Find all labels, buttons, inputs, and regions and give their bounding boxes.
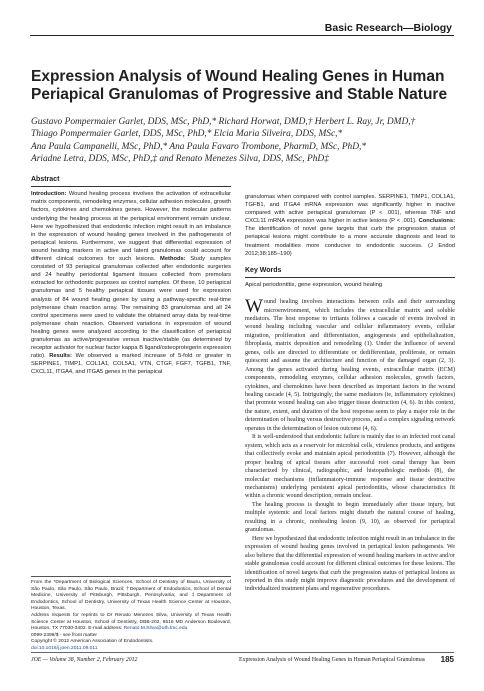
left-column xyxy=(31,176,231,376)
affiliation-text: From the *Department of Biological Sciences, School of Dentistry of Bauru, University of São Paulo, São Paulo, São Paulo, Brazil; †Department of Endodontics, School of Dental Medicine, University of Pittsburgh, Pittsburgh, Pennsylvania; and ‡Department of Endodontics, School of Dentistry, University of Texas Health Science Center at Houston, Houston, Texas. xyxy=(31,580,231,612)
reprint-address xyxy=(31,613,231,633)
page-footer xyxy=(31,652,454,664)
article-body xyxy=(245,298,455,594)
doi-link[interactable]: doi:10.1016/j.joen.2011.09.011 xyxy=(31,645,98,651)
body-paragraph-2: It is well-understood that endodontic failure is mainly due to an infected root canal system, which acts as a reservoir for microbial cells, virulence products, and antigens that collectively evoke and maintain apical periodontitis (7). However, although the proper healing of apical tissues after successful root canal therapy has been characterized by clinical, radiographic, and histopathologic methods (8), the molecular mechanisms (inflammatory-immune response and tissue destructive mechanisms) underlying persistent apical periodontitis, whose characteristics fit within a chronic wound description, remain unclear. xyxy=(245,434,455,500)
abstract-heading: Abstract xyxy=(31,176,231,187)
keywords-text: Apical periodontitis, gene expression, wound healing xyxy=(245,282,383,289)
page-number: 185 xyxy=(440,655,454,664)
methods-text: Study samples consisted of 93 periapical granulomas collected after endodontic surgeries and 24 healthy periodontal ligament tissues collected from premolars extracted for orthodontic purposes as control samples. Of these, 10 periapical granulomas and 5 healthy periapical tissues were used for expression analysis of 84 wound healing genes by using a pathway-specific real-time polymerase chain reaction array. The remaining 83 granulomas and all 24 control specimens were used to validate the obtained array data by real-time polymerase chain reaction. Observed variations in expression of wound healing genes were analyzed according to the classification of periapical granulomas as active/progressive versus inactive/stable (as determined by receptor activator for nuclear factor kappa B ligand/osteoprotegerin expression ratio). xyxy=(31,256,232,360)
author-line: Ana Paula Campanelli, MSc, PhD,* Ana Paula Favaro Trombone, PharmD, MSc, PhD,* xyxy=(31,141,367,152)
author-list xyxy=(31,116,461,166)
email-link[interactable]: Renato.M.Silva@uth.tmc.edu xyxy=(123,626,188,632)
reprint-address-text: Address requests for reprints to Dr Renato Menezes Silva, University of Texas Health Science Center at Houston, School of Dentistry, DBB-202, 6516 MD Anderson Boulevard, Houston, TX 77030-3402. E-mail address: xyxy=(31,612,231,632)
issn: 0099-2399/$ - see front matter xyxy=(31,632,98,638)
section-label: Basic Research—Biology xyxy=(324,22,452,34)
results-text: We observed a marked increase of 5-fold or greater in SERPINE1, TIMP1, COL1A1, COL5A1, VTN, CTGF, FGF7, TGFB1, TNF, CXCL11, ITGA4, and ITGA5 genes in the periapical xyxy=(31,353,231,376)
dropcap: W xyxy=(245,296,263,318)
copyright: Copyright © 2012 American Association of Endodontists. xyxy=(31,639,154,645)
intro-label: Introduction: xyxy=(31,191,67,198)
intro-text: Wound healing process involves the activation of extracellular matrix components, remodeling enzymes, cellular adhesion molecules, growth factors, cytokines and chemokines genes. However, the molecular patterns underlying the healing process at the periapical environment remain unclear. Here we hypothesized that endodontic infection might result in an imbalance in the expression of wound healing genes involved in the pathogenesis of periapical lesions. Furthermore, we suggest that differential expression of wound healing markers in active and latent granulomas could account for different clinical outcomes for such lesions. xyxy=(31,191,231,263)
author-line: Ariadne Letra, DDS, MSc, PhD,‡ and Renato Menezes Silva, DDS, MSc, PhD‡ xyxy=(31,154,329,165)
conclusions-label: Conclusions: xyxy=(416,218,456,225)
keywords-heading: Key Words xyxy=(245,267,455,278)
body-paragraph-1: ound healing involves interactions between cells and their surrounding microenvironment, which includes the extracellular matrix and soluble mediators. The host response to irritants follows a cascade of events involved in wound healing including vascular and cellular inflammatory events, cellular migration, proliferation and differentiation, angiogenesis and epithelialization, fibroplasia, matrix deposition and remodeling (1). Under the influence of several genes, cells are directed to differentiate or dedifferentiate, proliferate, or remain quiescent and assume the architecture and function of the damaged organ (2, 3). Among the genes activated during healing events, extracellular matrix (ECM) components, remodeling enzymes, cellular adhesion molecules, growth factors, cytokines, and chemokines have been described as important factors in the wound healing cascade (4, 5). Intriguingly, the same mediators (ie, inflammatory cytokines) that promote wound healing can also trigger tissue destruction (4, 6). In this context, the nature, extent, and duration of the host response seem to play a major role in the determination of healing versus destructive process, and a complex signaling network operates in the determination of lesion outcome (4, 6). xyxy=(245,299,455,432)
body-paragraph-3: The healing process is thought to begin immediately after tissue injury, but multiple systemic and local factors might disturb the natural course of healing, resulting in a chronic, nonhealing lesion (9, 10), as observed for periapical granulomas. xyxy=(245,501,455,534)
affiliation-footnote xyxy=(31,576,231,653)
results-label: Results: xyxy=(45,353,72,360)
body-paragraph-4: Here we hypothesized that endodontic infection might result in an imbalance in the expression of wound healing genes involved in periapical lesion pathogenesis. We also believe that the differential expression of wound healing markers in active and/or stable granulomas could account for different clinical outcomes for these lesions. The identification of novel targets that curb the progression status of periapical lesions as reported in this study might improve diagnostic procedures and the development of individualized treatment plans and regenerative procedures. xyxy=(245,535,455,593)
journal-citation: JOE — Volume 38, Number 2, February 2012 xyxy=(31,657,138,663)
body-paragraph xyxy=(245,298,455,433)
author-line: Thiago Pompermaier Garlet, DDS, MSc, PhD,* Elcia Maria Silveira, DDS, MSc,* xyxy=(31,129,343,140)
right-column xyxy=(245,193,455,594)
abstract-body xyxy=(31,190,231,376)
methods-label: Methods: xyxy=(155,256,186,263)
article-title: Expression Analysis of Wound Healing Genes in Human Periapical Granulomas of Progressive and Stable Nature xyxy=(31,68,448,103)
running-title: Expression Analysis of Wound Healing Genes in Human Periapical Granulomas xyxy=(239,657,426,663)
abstract-continued-text: granulomas when compared with control samples. SERPINE1, TIMP1, COL1A1, TGFB1, and ITGA4 mRNA expression was significantly higher in inactive compared with active periapical granulomas (P < .001), whereas TNF and CXCL11 mRNA expression was higher in active lesions (P < .001). xyxy=(245,194,455,225)
abstract-continued xyxy=(245,193,455,258)
conclusions-text: The identification of novel gene targets that curb the progression status of periapical lesions might contribute to a more accurate diagnosis and lead to treatment modalities more conducive to endodontic success. (J Endod 2012;38:185–190) xyxy=(245,226,455,257)
author-line: Gustavo Pompermaier Garlet, DDS, MSc, PhD,* Richard Horwat, DMD,† Herbert L. Ray, Jr, DMD,† xyxy=(31,117,416,127)
